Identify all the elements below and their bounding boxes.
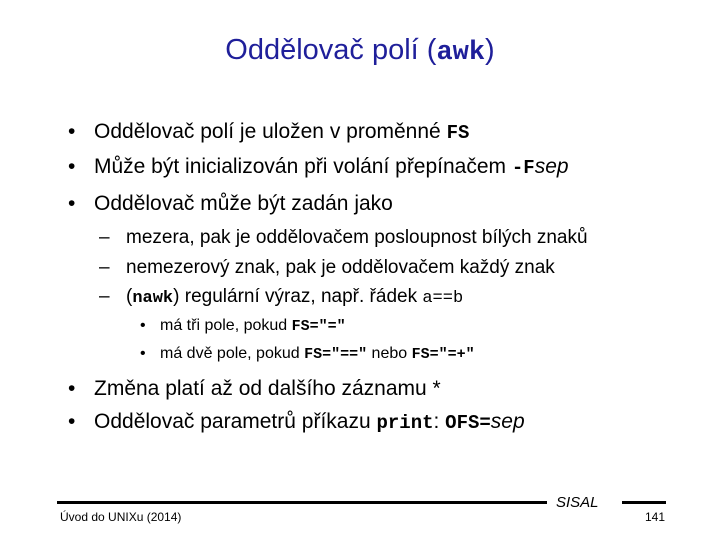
bullet-item: • Změna platí až od dalšího záznamu * (68, 377, 441, 400)
page-number: 141 (645, 510, 666, 524)
footer-logo-text: SISAL (556, 494, 599, 511)
footer-course: Úvod do UNIXu (2014) (60, 510, 182, 524)
sub-item: – (nawk) regulární výraz, např. řádek a==b (99, 286, 464, 308)
bullet-item: • Oddělovač polí je uložen v proměnné FS (68, 120, 470, 144)
bullet-item: • Oddělovač může být zadán jako (68, 192, 393, 215)
bullet-item: • Oddělovač parametrů příkazu print: OFS=sep (68, 410, 525, 434)
title-code: awk (436, 38, 486, 68)
sub-item: – nemezerový znak, pak je oddělovačem každý znak (99, 257, 555, 278)
footer-divider-right (622, 501, 666, 504)
sub-sub-item: • má tři pole, pokud FS="=" (140, 317, 346, 335)
bullet-item: • Může být inicializován při volání přepínačem -Fsep (68, 155, 569, 179)
sub-sub-item: • má dvě pole, pokud FS="==" nebo FS="=+" (140, 345, 475, 363)
footer-divider-left (57, 501, 547, 504)
page-title: Oddělovač polí (awk) (225, 34, 495, 68)
sub-item: – mezera, pak je oddělovačem posloupnost bílých znaků (99, 227, 588, 248)
